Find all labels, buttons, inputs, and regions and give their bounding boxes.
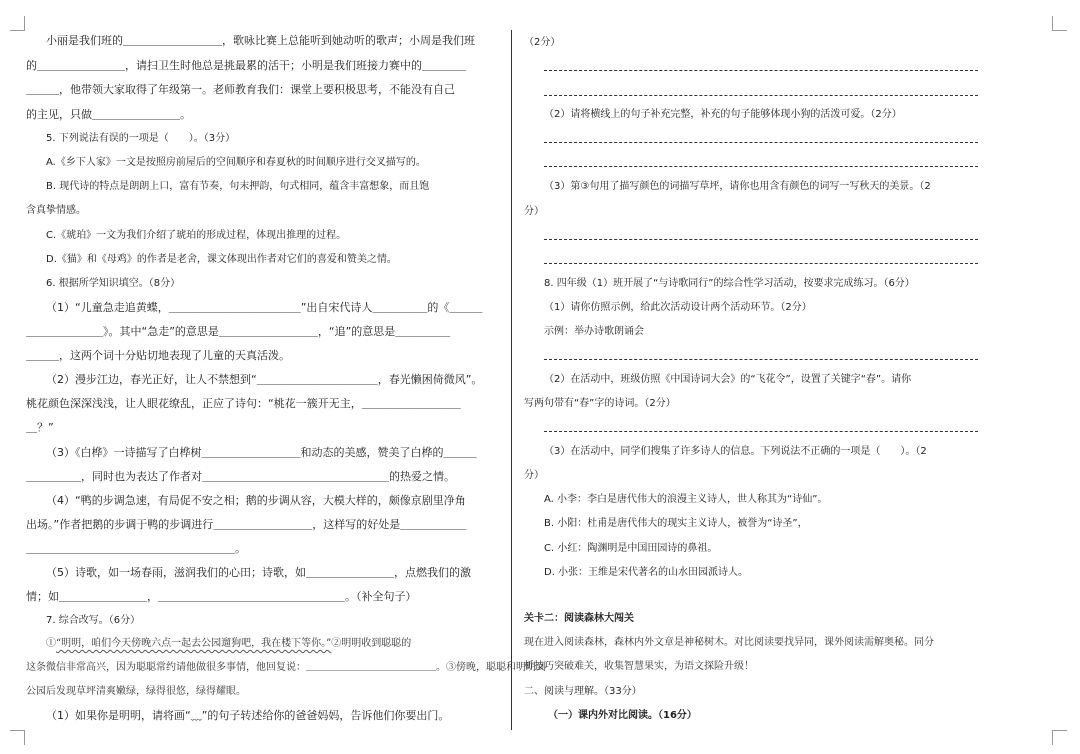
text-line: 小丽是我们班的＿＿＿＿＿＿＿＿＿，歌咏比赛上总能听到她动听的歌声；小周是我们班 [46,34,475,47]
crop-mark-top-right [1052,16,1067,31]
wavy-sentence: “明明，咱们今天傍晚六点一起去公园遛狗吧，我在楼下等你。” [56,638,332,649]
option-c: C. 小红：陶渊明是中国田园诗的鼻祖。 [544,543,718,554]
crop-mark-bottom-left [10,730,25,745]
text-line: 桃花颜色深深浅浅，让人眼花缭乱，正应了诗句：“桃花一簇开无主，＿＿＿＿＿＿＿＿＿ [26,397,461,410]
question-7-3-cont: 分） [524,206,544,217]
answer-line [544,359,978,360]
question-8-2-cont: 写两句带有“春”字的诗词。（2分） [524,398,676,409]
example: 示例：举办诗歌朗诵会 [544,326,644,337]
text-line: （5）诗歌，如一场春雨，滋润我们的心田；诗歌，如＿＿＿＿＿＿＿＿，点燃我们的激 [46,566,471,579]
text-line: （1）“儿童急走追黄蝶，＿＿＿＿＿＿＿＿＿＿＿＿”出自宋代诗人＿＿＿＿＿的《＿＿＿ [46,301,483,314]
answer-line [544,166,978,167]
question-8-1: （1）请你仿照示例，给此次活动设计两个活动环节。（2分） [544,302,812,313]
part-2-1-heading: （一）课内外对比阅读。（16分） [548,710,697,721]
option-a: A.《乡下人家》一文是按照房前屋后的空间顺序和春夏秋的时间顺序进行交叉描写的。 [46,157,426,168]
q7-passage-line-2: 这条微信非常高兴，因为聪聪常约请他做很多事情，他回复说：＿＿＿＿＿＿＿＿＿＿＿＿＿。③傍晚，聪聪和明明到 [26,662,546,673]
answer-line [544,431,978,432]
option-d: D.《猫》和《母鸡》的作者是老舍，课文体现出作者对它们的喜爱和赞美之情。 [46,254,397,265]
text-line: ＿＿＿，他带领大家取得了年级第一。老师教育我们：课堂上要积极思考，不能没有自己 [26,83,455,96]
answer-line [544,239,978,240]
option-b: B. 小阳：杜甫是唐代伟大的现实主义诗人，被誉为“诗圣”， [544,518,808,529]
question-8-3: （3）在活动中，同学们搜集了许多诗人的信息。下列说法不正确的一项是（ ）。（2 [544,446,927,457]
q7-passage-line-1: ①“明明，咱们今天傍晚六点一起去公园遛狗吧，我在楼下等你。”②明明收到聪聪的 [46,638,412,649]
text-line: 出场。”作者把鹅的步调于鸭的步调进行＿＿＿＿＿＿＿＿＿，这样写的好处是＿＿＿＿＿＿ [26,518,467,531]
question-8-2: （2）在活动中，班级仿照《中国诗词大会》的“飞花令”，设置了关键字“春”。请你 [544,374,912,385]
option-c: C.《琥珀》一文为我们介绍了琥珀的形成过程，体现出推理的过程。 [46,230,347,241]
answer-line [544,142,978,143]
option-a: A. 小李：李白是唐代伟大的浪漫主义诗人，世人称其为“诗仙”。 [544,494,828,505]
q7-passage-line-3: 公园后发现草坪清爽嫩绿，绿得很悠，绿得耀眼。 [26,686,246,697]
text-line: （4）“鸭的步调急速，有局促不安之相；鹅的步调从容，大模大样的，颇像京剧里净角 [46,494,466,507]
crop-mark-top-left [10,16,25,31]
text-line: 的主见，只做＿＿＿＿＿＿＿＿。 [26,108,191,121]
text-line: ＿＿＿＿＿＿＿》。其中“急走”的意思是＿＿＿＿＿＿＿＿＿，“追”的意思是＿＿＿＿＿ [26,325,451,338]
text-line: ＿？” [26,421,54,434]
text-line: （3）《白桦》一诗描写了白桦树＿＿＿＿＿＿＿＿＿和动态的美感，赞美了白桦的＿＿＿ [46,446,477,459]
answer-line [544,263,978,264]
points-note: （2分） [524,37,561,48]
text-line: ＿＿＿，这两个词十分贴切地表现了儿童的天真活泼。 [26,349,290,362]
text-line: ＿＿＿＿＿，同时也为表达了作者对＿＿＿＿＿＿＿＿＿＿＿＿＿＿＿＿＿的热爱之情。 [26,470,455,483]
text-line: 情；如＿＿＿＿＿＿＿＿，＿＿＿＿＿＿＿＿＿＿＿＿＿＿＿＿＿。（补全句子） [26,590,417,603]
text-line: （2）漫步江边，春光正好，让人不禁想到“＿＿＿＿＿＿＿＿＿＿＿，春光懒困倚微风”。 [46,373,483,386]
answer-line [544,70,978,71]
question-7-1: （1）如果你是明明，请将画“﹏”的句子转述给你的爸爸妈妈，告诉他们你要出门。 [46,709,450,722]
part-2-heading: 二、阅读与理解。（33分） [524,686,642,697]
crop-mark-bottom-right [1052,730,1067,745]
option-b: B. 现代诗的特点是朗朗上口，富有节奏，句末押韵，句式相同，蕴含丰富想象，而且饱 [46,181,430,192]
question-8-3-cont: 分） [524,470,544,481]
question-7-3: （3）第③句用了描写颜色的词描写草坪，请你也用含有颜色的词写一写秋天的美景。（2 [544,181,931,192]
question-8: 8. 四年级（1）班开展了“与诗歌同行”的综合性学习活动，按要求完成练习。（6分） [544,278,915,289]
intro-line-1: 现在进入阅读森林，森林内外文章是神秘树木。对比阅读要找异同，课外阅读需解奥秘。同分 [524,637,934,648]
text-line: 的＿＿＿＿＿＿＿＿，请扫卫生时他总是挑最累的活干；小明是我们班接力赛中的＿＿＿＿ [26,59,466,72]
column-divider [511,30,512,730]
section-title: 关卡二：阅读森林大闯关 [524,613,634,624]
option-b-cont: 含真挚情感。 [26,205,86,216]
question-7-2: （2）请将横线上的句子补充完整，补充的句子能够体现小狗的活泼可爱。（2分） [544,109,902,120]
text-line: ＿＿＿＿＿＿＿＿＿＿＿＿＿＿＿＿＿＿＿。 [26,542,246,555]
question-5: 5. 下列说法有误的一项是（ ）。（3分） [46,133,236,144]
option-d: D. 小张：王维是宋代著名的山水田园派诗人。 [544,567,749,578]
question-6: 6. 根据所学知识填空。（8分） [46,278,181,289]
question-7: 7. 综合改写。（6分） [46,615,141,626]
intro-line-2: 析技巧突破难关，收集智慧果实，为语文探险升级！ [524,661,754,672]
answer-line [544,95,978,96]
